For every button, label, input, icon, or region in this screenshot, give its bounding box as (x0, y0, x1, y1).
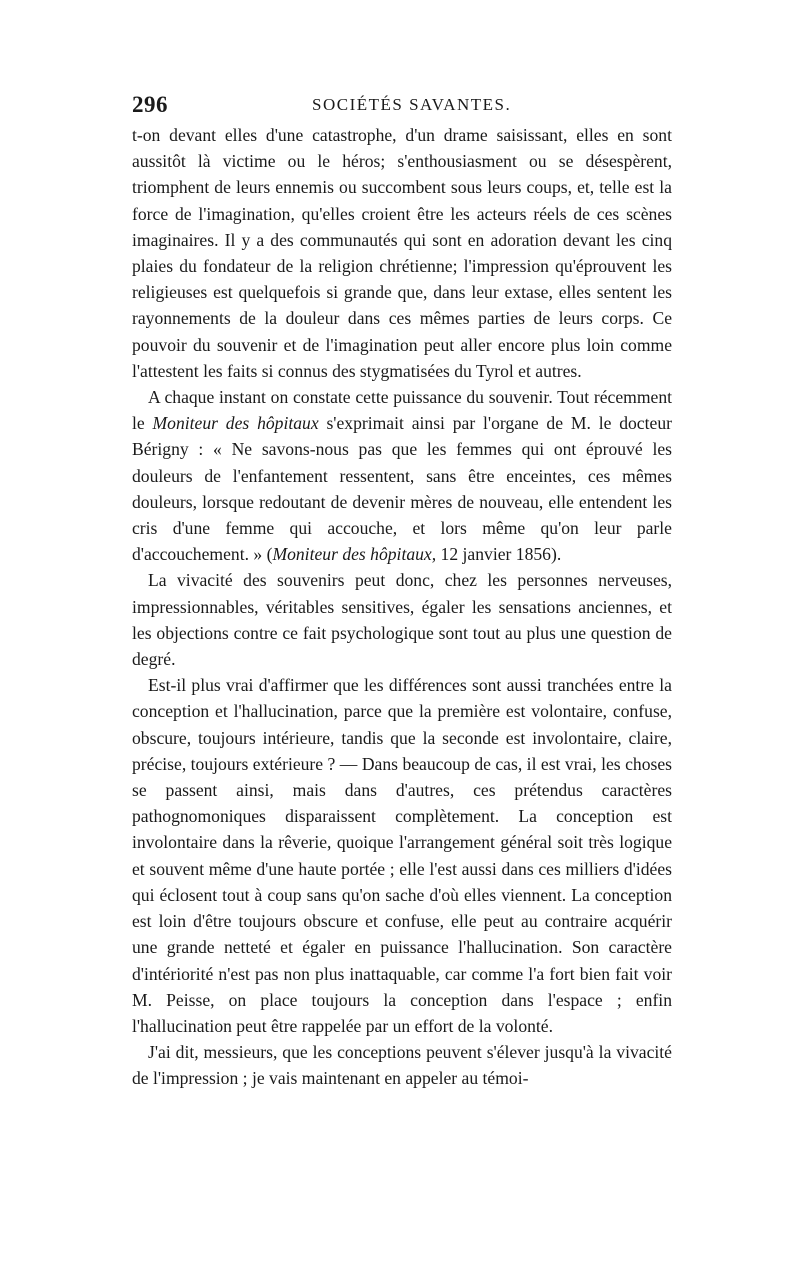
paragraph (132, 384, 672, 567)
text-segment: La vivacité des souvenirs peut donc, chez les personnes nerveuses, impressionnables, véritables sensitives, égaler les sensations anciennes, et les objections contre ce fait psychologique sont tout au plus une question de degré. (132, 570, 672, 670)
body-text (132, 122, 672, 1092)
text-segment: s'exprimait ainsi par l'organe de M. le docteur Bérigny : « Ne savons-nous pas que les femmes qui ont éprouvé les douleurs de l'enfantement ressentent, sans être enceintes, ces mêmes douleurs, lorsque redoutant de devenir mères de nouveau, elle entendent les cris d'une femme qui accouche, et lors même qu'on leur parle d'accouchement. » ( (132, 413, 672, 565)
running-head: SOCIÉTÉS SAVANTES. (312, 95, 512, 114)
paragraph (132, 567, 672, 672)
paragraph-continued (132, 122, 672, 384)
journal-title: Moniteur des hôpitaux (152, 413, 319, 434)
text-segment: Est-il plus vrai d'affirmer que les différences sont aussi tranchées entre la conception et l'hallucination, parce que la première est volontaire, confuse, obscure, toujours intérieure, tandis que la seconde est involontaire, claire, précise, toujours extérieure ? — Dans beaucoup de cas, il est vrai, les choses se passent ainsi, mais dans d'autres, ces prétendus caractères pathognomoniques disparaissent complètement. La conception est involontaire dans la rêverie, quoique l'arrangement général soit très logique et souvent même d'une haute portée ; elle l'est aussi dans ces milliers d'idées qui éclosent tout à coup sans qu'on sache d'où elles viennent. La conception est loin d'être toujours obscure et confuse, elle peut au contraire acquérir une grande netteté et égaler en puissance l'hallucination. Son caractère d'intériorité n'est pas non plus inattaquable, car comme l'a fort bien fait voir M. Peisse, on place toujours la conception dans l'espace ; enfin l'hallucination peut être rappelée par un effort de la volonté. (132, 675, 672, 1036)
text-segment: t-on devant elles d'une catastrophe, d'un drame saisissant, elles en sont aussitôt là victime ou le héros; s'enthousiasment ou se désespèrent, triomphent de leurs ennemis ou succombent sous leurs coups, et, telle est la force de l'imagination, qu'elles croient être les acteurs réels de ces scènes imaginaires. Il y a des communautés qui sont en adoration devant les cinq plaies du fondateur de la religion chrétienne; l'impression qu'éprouvent les religieuses est quelquefois si grande que, dans leur extase, elles sentent les rayonnements de la douleur dans ces mêmes parties de leurs corps. Ce pouvoir du souvenir et de l'imagination peut aller encore plus loin comme l'attestent les faits si connus des stygmatisées du Tyrol et autres. (132, 125, 672, 381)
text-segment: J'ai dit, messieurs, que les conceptions peuvent s'élever jusqu'à la vivacité de l'impression ; je vais maintenant en appeler au témoi- (132, 1042, 672, 1089)
page-header (132, 92, 672, 122)
paragraph (132, 1039, 672, 1091)
text-segment: A chaque instant on constate cette puissance du souvenir. Tout récemment le (132, 387, 672, 434)
paragraph (132, 672, 672, 1039)
journal-title: Moniteur des hôpitaux, (272, 544, 437, 565)
page-number: 296 (132, 92, 168, 117)
text-segment: 12 janvier 1856). (436, 544, 562, 565)
